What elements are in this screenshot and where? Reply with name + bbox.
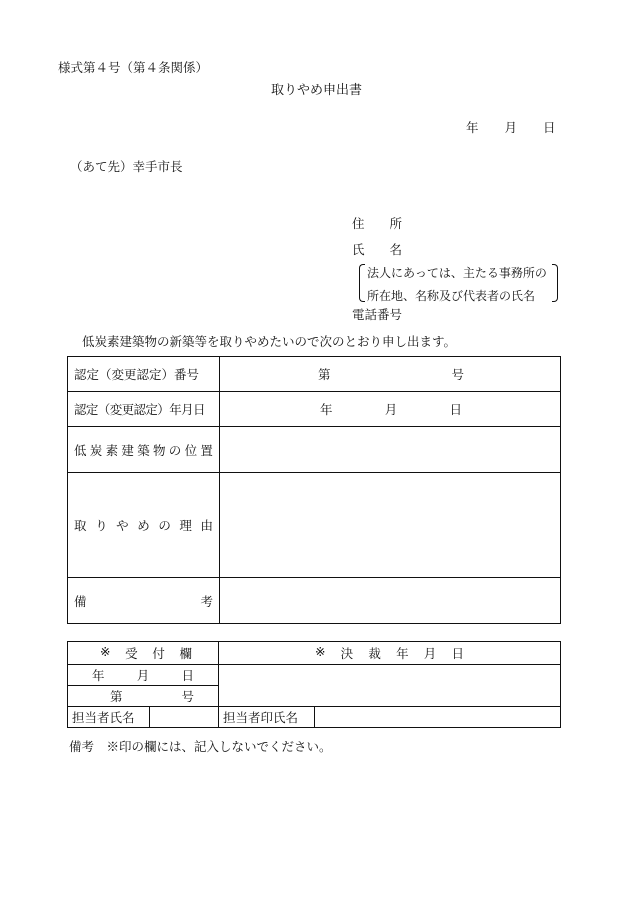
corporate-note-line1: 法人にあっては、主たる事務所の: [367, 266, 547, 280]
note-bracket-right: [552, 264, 558, 302]
staff-name-field: [150, 707, 219, 728]
phone-label: 電話番号: [352, 307, 403, 322]
reception-number: 第 号: [68, 686, 219, 707]
document-title: 取りやめ申出書: [271, 83, 363, 98]
withdrawal-reason-label: 取 り や め の 理 由: [68, 473, 220, 578]
date-line: [466, 118, 556, 136]
cert-date-label: 認定（変更認定）年月日: [68, 392, 220, 427]
cert-number-prefix: 第: [318, 367, 331, 382]
cert-date-day: 日: [449, 402, 462, 417]
date-year: 年: [466, 120, 479, 135]
decision-field: [219, 665, 561, 707]
reception-date: 年 月 日: [68, 665, 219, 686]
form-number: 様式第４号（第４条関係）: [58, 60, 209, 75]
note-bracket-left: [359, 264, 365, 302]
cert-date-month: 月: [384, 402, 398, 417]
cert-date-year: 年: [320, 402, 333, 417]
remarks-label: 備 考: [68, 578, 220, 624]
date-month: 月: [504, 120, 518, 135]
date-day: 日: [543, 120, 556, 135]
addressee: （あて先）幸手市長: [70, 159, 183, 174]
remarks-field[interactable]: [220, 578, 561, 624]
cert-number-field[interactable]: [220, 357, 561, 392]
address-label: 住 所: [352, 216, 403, 231]
staff-seal-label: 担当者印氏名: [219, 707, 315, 728]
office-use-table: [67, 641, 561, 728]
staff-name-label: 担当者氏名: [68, 707, 150, 728]
staff-seal-field: [315, 707, 561, 728]
cert-number-suffix: 号: [451, 367, 464, 382]
corporate-note-line2: 所在地、名称及び代表者の氏名: [367, 289, 536, 303]
withdrawal-reason-field[interactable]: [220, 473, 561, 578]
statement: 低炭素建築物の新築等を取りやめたいので次のとおり申し出ます。: [82, 334, 457, 349]
reception-header: ※ 受 付 欄: [68, 642, 219, 665]
cert-date-field[interactable]: [220, 392, 561, 427]
building-location-field[interactable]: [220, 427, 561, 473]
cert-number-label: 認定（変更認定）番号: [68, 357, 220, 392]
application-table: [67, 356, 561, 624]
building-location-label: 低 炭 素 建 築 物 の 位 置: [68, 427, 220, 473]
footnote: 備考 ※印の欄には、記入しないでください。: [69, 739, 332, 754]
name-label: 氏 名: [352, 242, 403, 257]
decision-header: ※ 決 裁 年 月 日: [219, 642, 561, 665]
